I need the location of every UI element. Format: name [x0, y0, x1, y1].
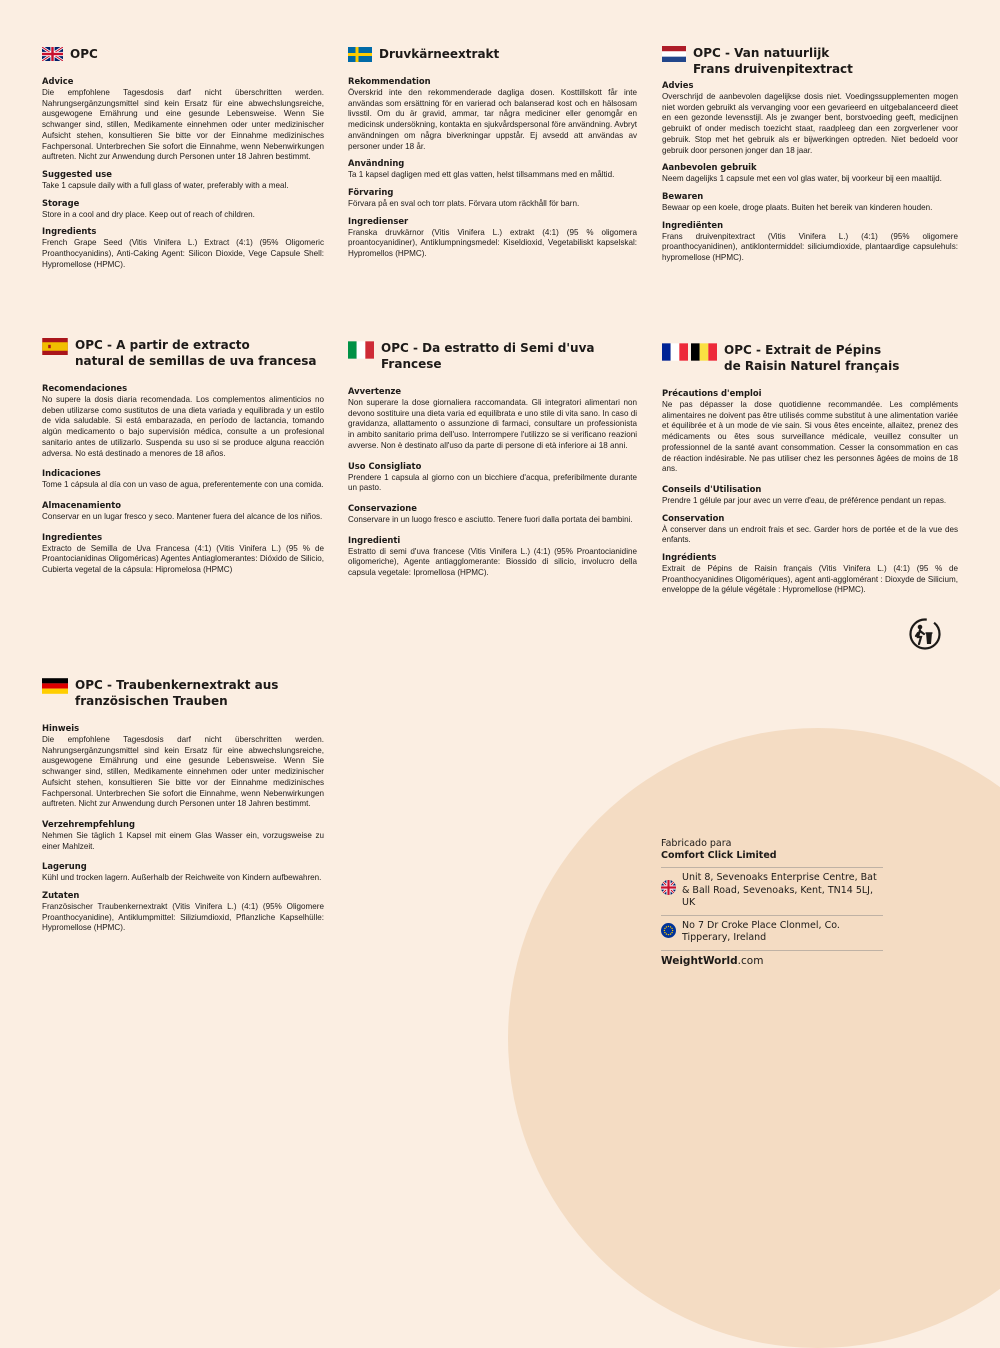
section-title-line1: OPC - A partir de extracto — [75, 338, 250, 352]
ingredients-heading: Ingredienti — [348, 534, 401, 545]
storage-heading: Förvaring — [348, 186, 394, 197]
advice-heading: Advice — [42, 76, 74, 86]
made-for-label: Fabricado para — [661, 838, 732, 849]
section-title: Druvkärneextrakt — [379, 47, 500, 61]
ingredients-text: Französischer Traubenkernextrakt (Vitis Vinifera L.) (4:1) (95% Oligomere Proanthocyanidine), Antiklumpmittel: Siliziumdioxid, Pflanzliche Kapselhülle: Hypromellose (HPMC). — [42, 902, 324, 933]
section-spanish — [42, 337, 324, 576]
use-text: Neem dagelijks 1 capsule met een vol glas water, bij voorkeur bij een maaltijd. — [662, 174, 942, 184]
section-header — [42, 46, 324, 62]
section-title-line2: natural de semillas de uva francesa — [75, 354, 317, 368]
brand-bold: WeightWorld — [661, 954, 738, 967]
section-title — [693, 45, 853, 77]
storage-text: Bewaar op een koele, droge plaats. Buiten het bereik van kinderen houden. — [662, 202, 933, 212]
section-header — [42, 677, 324, 709]
decorative-circle — [508, 728, 1000, 1348]
germany-flag-icon — [42, 678, 68, 694]
ingredients-heading: Ingrediënten — [662, 219, 724, 230]
section-title-line2: de Raisin Naturel français — [724, 359, 900, 373]
section-title-line2: französischen Trauben — [75, 694, 228, 708]
ingredients-heading: Ingrédients — [662, 552, 717, 563]
use-heading: Användning — [348, 158, 405, 169]
advice-text: Overschrijd de aanbevolen dagelijkse dosis niet. Voedingssupplementen mogen niet worden gebruikt als vervanging voor een gevarieerd en uitgebalanceerd dieet en een gezonde levensstijl. Als je zwanger bent, borstvoeding geeft, medicijnen gebruikt of onder medisch toezicht staat, raadpleeg dan een zorgverlener voor gebruik. Stop met het gebruik als er bijwerkingen optreden. Niet bedoeld voor gebruik door personen jonger dan 18 jaar. — [662, 92, 958, 155]
divider — [661, 950, 883, 951]
section-header — [348, 340, 637, 372]
divider — [661, 915, 883, 916]
use-text: Ta 1 kapsel dagligen med ett glas vatten, helst tillsammans med en måltid. — [348, 170, 615, 180]
section-title-line1: OPC - Da estratto di Semi d'uva — [381, 341, 595, 355]
section-title: OPC — [70, 47, 98, 61]
eu-address-block — [661, 920, 883, 945]
section-title — [724, 342, 899, 374]
company-name: Comfort Click Limited — [661, 850, 777, 861]
use-text: Prendre 1 gélule par jour avec un verre d'eau, de préférence pendant un repas. — [662, 495, 947, 505]
ingredients-text: Estratto di semi d'uva francese (Vitis Vinifera L.) (4:1) (95% Proantocianidine oligomeriche), Agente antiagglomerante: Biossido di silicio, involucro della capsula vegetale: Ipromellosa (HPMC). — [348, 546, 637, 578]
ingredients-heading: Zutaten — [42, 890, 80, 901]
section-title-line2: Frans druivenpitextract — [693, 62, 853, 76]
section-german — [42, 677, 324, 934]
manufacturer-info — [661, 838, 883, 967]
advice-text: Överskrid inte den rekommenderade dagliga dosen. Kosttillskott får inte användas som ersättning för en varierad och balanserad kost och en hälsosam livsstil. Om du är gravid, ammar, tar några mediciner eller genomgår en medicinsk undersökning, kontakta en sjukvårdspersonal före användning. Avbryt användningen om några biverkningar uppstår. Ej avsedd att användas av personer under 18 år. — [348, 88, 637, 151]
section-english — [42, 46, 324, 270]
storage-heading: Almacenamiento — [42, 499, 121, 510]
storage-heading: Conservazione — [348, 502, 417, 513]
section-swedish — [348, 46, 637, 260]
uk-flag-icon — [42, 47, 63, 61]
uk-address: Unit 8, Sevenoaks Enterprise Centre, Bat & Ball Road, Sevenoaks, Kent, TN14 5LJ, UK — [682, 872, 877, 908]
advice-heading: Recomendaciones — [42, 383, 128, 393]
section-title-line1: OPC - Van natuurlijk — [693, 46, 830, 60]
use-text: Prendere 1 capsula al giorno con un bicchiere d'acqua, preferibilmente durante un pasto. — [348, 472, 637, 493]
storage-text: Conservar en un lugar fresco y seco. Mantener fuera del alcance de los niños. — [42, 511, 323, 521]
ingredients-text: Franska druvkärnor (Vitis Vinifera L.) extrakt (4:1) (95 % oligomera proantocyanidiner), Antiklumpningsmedel: Kiseldioxid, Vegetabiliskt kapselskal: Hypromellos (HPMC). — [348, 227, 637, 259]
sweden-flag-icon — [348, 47, 372, 62]
advice-heading: Advies — [662, 80, 694, 90]
advice-text: Non superare la dose giornaliera raccomandata. Gli integratori alimentari non devono sostituire una dieta varia ed equilibrata e uno stile di vita sano. In caso di gravidanza, allattamento o assunzione di farmaci, consultare un professionista in ambito sanitario prima dell'uso. Interrompere l'utilizzo se si verificano reazioni avverse. Non è destinato all'uso da parte di persone di età inferiore ai 18 anni. — [348, 398, 637, 450]
advice-text: No supere la dosis diaria recomendada. Los complementos alimenticios no deben utilizarse como sustitutos de una dieta variada y equilibrada y un estilo de vida saludable. Si está embarazada, en período de lactancia, tomando algún medicamento o bajo supervisión médica, consulte a un profesional sanitario antes de utilizarlo. Suspenda su uso si se produce alguna reacción adversa. No está destinado a menores de 18 años. — [42, 395, 324, 458]
storage-heading: Conservation — [662, 512, 725, 523]
eu-flag-icon — [661, 923, 676, 938]
use-heading: Verzehrempfehlung — [42, 818, 135, 829]
tidyman-recycle-icon — [909, 618, 941, 650]
eu-address: No 7 Dr Croke Place Clonmel, Co. Tipperary, Ireland — [682, 919, 840, 943]
ingredients-text: Extracto de Semilla de Uva Francesa (4:1) (Vitis Vinifera L.) (95 % de Proantocianidinas Oligoméricas) Agentes Antiaglomerantes: Dióxido de Silicio, Cubierta vegetal de la cápsula: Hipromelosa (HPMC) — [42, 543, 324, 575]
section-title-line1: OPC - Traubenkernextrakt aus — [75, 678, 279, 692]
ingredients-heading: Ingredients — [42, 226, 97, 237]
storage-text: Store in a cool and dry place. Keep out of reach of children. — [42, 209, 255, 219]
netherlands-flag-icon — [662, 46, 686, 62]
section-header — [662, 45, 958, 77]
uk-flag-icon — [661, 880, 676, 895]
france-flag-icon — [662, 343, 688, 361]
advice-text: Die empfohlene Tagesdosis darf nicht überschritten werden. Nahrungsergänzungsmittel sind kein Ersatz für eine abwechslungsreiche, ausgewogene Ernährung und eine gesunde Lebensweise. Wenn Sie schwanger sind, stillen, Medikamente einnehmen oder unter medizinischer Aufsicht stehen, konsultieren Sie bitte vor der Einnahme medizinisches Fachpersonal. Unterbrechen Sie sofort die Einnahme, wenn Nebenwirkungen auftreten. Nicht zur Anwendung durch Personen unter 18 Jahren bestimmt. — [42, 735, 324, 809]
belgium-flag-icon — [691, 343, 717, 361]
section-header — [348, 46, 637, 62]
ingredients-heading: Ingredienser — [348, 215, 409, 226]
use-heading: Aanbevolen gebruik — [662, 162, 757, 173]
advice-heading: Hinweis — [42, 723, 80, 733]
use-text: Tome 1 cápsula al día con un vaso de agua, preferentemente con una comida. — [42, 480, 324, 490]
storage-text: À conserver dans un endroit frais et sec. Garder hors de portée et de la vue des enfants. — [662, 524, 958, 545]
section-dutch — [662, 45, 958, 264]
ingredients-heading: Ingredientes — [42, 531, 103, 542]
ingredients-text: Frans druivenpitextract (Vitis Vinifera L.) (4:1) (95% oligomere proanthocyanidinen), antiklontermiddel: siliciumdioxide, plantaardige capsulehuls: hypromellose (HPMC). — [662, 231, 958, 263]
italy-flag-icon — [348, 341, 374, 359]
advice-heading: Avvertenze — [348, 386, 402, 396]
section-header — [42, 337, 324, 369]
advice-text: Die empfohlene Tagesdosis darf nicht überschritten werden. Nahrungsergänzungsmittel sind kein Ersatz für eine abwechslungsreiche, ausgewogene Ernährung und eine gesunde Lebensweise. Wenn Sie schwanger sind, stillen, Medikamente einnehmen oder unter medizinischer Aufsicht stehen, konsultieren Sie bitte vor der Einnahme medizinisches Fachpersonal. Unterbrechen Sie sofort die Einnahme, wenn Nebenwirkungen auftreten. Nicht zur Anwendung durch Personen unter 18 Jahren bestimmt. — [42, 88, 324, 162]
storage-heading: Lagerung — [42, 861, 87, 872]
spain-flag-icon — [42, 338, 68, 355]
storage-text: Conservare in un luogo fresco e asciutto. Tenere fuori dalla portata dei bambini. — [348, 514, 633, 524]
ingredients-text: French Grape Seed (Vitis Vinifera L.) Extract (4:1) (95% Oligomeric Proanthocyanidins), Anti-Caking Agent: Silicon Dioxide, Vege Capsule Shell: Hypromellose (HPMC). — [42, 238, 324, 269]
section-title-line2: Francese — [381, 357, 442, 371]
section-title — [75, 677, 278, 709]
use-text: Nehmen Sie täglich 1 Kapsel mit einem Glas Wasser ein, vorzugsweise zu einer Mahlzeit. — [42, 830, 324, 851]
brand-suffix: .com — [737, 954, 764, 967]
storage-heading: Storage — [42, 197, 80, 208]
advice-heading: Rekommendation — [348, 76, 431, 86]
use-heading: Uso Consigliato — [348, 460, 422, 471]
advice-heading: Précautions d'emploi — [662, 388, 762, 398]
section-title-line1: OPC - Extrait de Pépins — [724, 343, 882, 357]
section-italian — [348, 340, 637, 579]
use-heading: Suggested use — [42, 168, 112, 179]
section-header — [662, 342, 958, 374]
divider — [661, 867, 883, 868]
use-text: Take 1 capsule daily with a full glass of water, preferably with a meal. — [42, 180, 289, 190]
section-title — [381, 340, 595, 372]
use-heading: Conseils d'Utilisation — [662, 483, 762, 494]
storage-heading: Bewaren — [662, 190, 704, 201]
section-french — [662, 342, 958, 596]
advice-text: Ne pas dépasser la dose quotidienne recommandée. Les compléments alimentaires ne doivent pas être utilisés comme substitut à une alimentation variée et équilibrée et à un mode de vie sain. Si vous êtes enceinte, allaitez, prenez des médicaments ou êtes sous surveillance médicale, veuillez consulter un professionnel de la santé avant consommation. Cesser la consommation en cas de réaction indésirable. Ne pas utiliser chez les personnes âgées de moins de 18 ans. — [662, 400, 958, 474]
brand-logo — [661, 955, 883, 967]
use-heading: Indicaciones — [42, 468, 101, 479]
storage-text: Kühl und trocken lagern. Außerhalb der Reichweite von Kindern aufbewahren. — [42, 873, 322, 883]
storage-text: Förvara på en sval och torr plats. Förvara utom räckhåll för barn. — [348, 198, 580, 208]
ingredients-text: Extrait de Pépins de Raisin français (Vitis Vinifera L.) (4:1) (95 % de Proanthocyanidines Oligomériques), agent anti-agglomérant : Dioxyde de Silicium, enveloppe de la gélule végétale : Hypromellose (HPMC). — [662, 564, 958, 595]
section-title — [75, 337, 317, 369]
uk-address-block — [661, 872, 883, 910]
